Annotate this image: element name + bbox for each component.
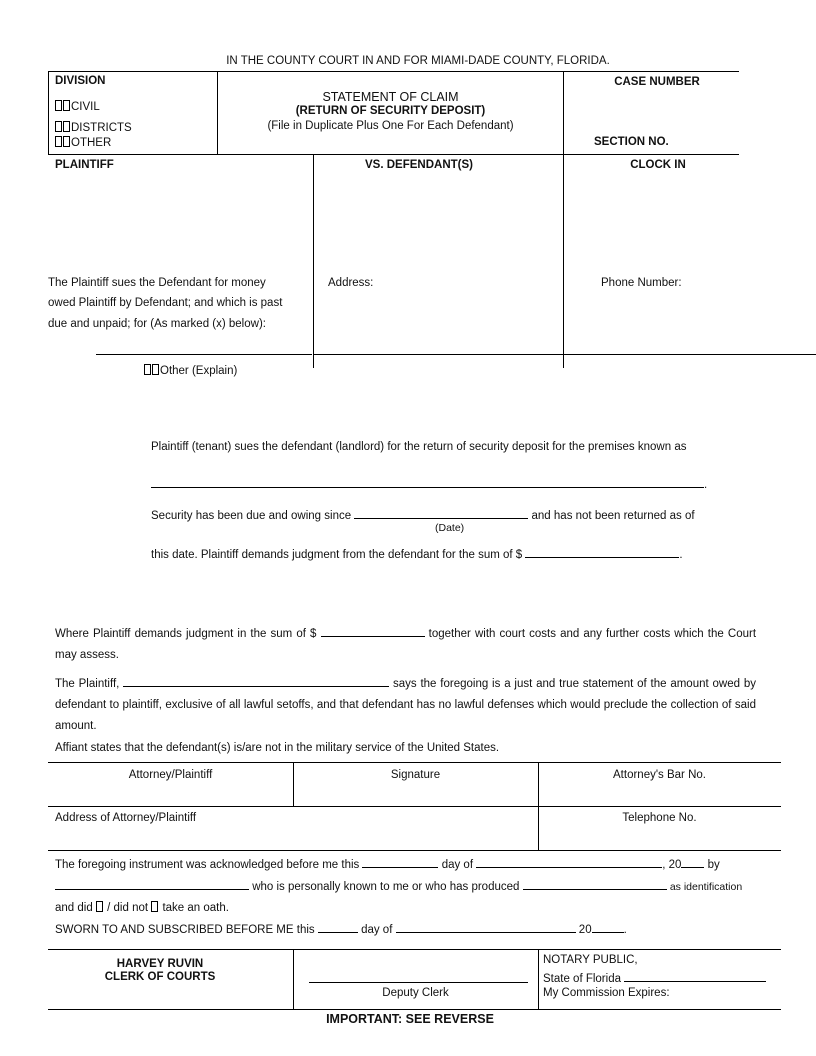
security-line: Security has been due and owing since and has not been returned as of: [151, 510, 695, 522]
date-caption: (Date): [435, 522, 465, 534]
checkbox-other[interactable]: [55, 136, 62, 147]
sworn-month-field[interactable]: [396, 922, 576, 933]
attorney-address-label: Address of Attorney/Plaintiff: [55, 812, 197, 824]
oath-line: and did / did not take an oath.: [55, 902, 229, 914]
bar-number-label: Attorney's Bar No.: [613, 769, 706, 781]
plaintiff-paragraph: The Plaintiff, says the foregoing is a just and true statement of the amount owed by defendant to plaintiff, exclusive of all lawful setoffs, and that defendant has no lawful defenses which would preclude the collection of said amount.: [55, 678, 756, 732]
vs-defendant-label: VS. DEFENDANT(S): [365, 159, 473, 171]
plaintiff-text-2: owed Plaintiff by Defendant; and which is past: [48, 297, 283, 309]
checkbox-did-not-oath[interactable]: [151, 901, 158, 912]
notary-public-label: NOTARY PUBLIC,: [543, 954, 638, 966]
form-subtitle: (RETURN OF SECURITY DEPOSIT): [295, 105, 486, 117]
address-label: Address:: [328, 277, 374, 289]
sworn-year-field[interactable]: [592, 922, 624, 933]
signature-label: Signature: [390, 769, 441, 781]
phone-number-label: Phone Number:: [601, 277, 682, 289]
commission-expires-label: My Commission Expires:: [543, 987, 670, 999]
where-paragraph: Where Plaintiff demands judgment in the sum of $ together with court costs and any further costs which the Court may assess.: [55, 628, 757, 661]
notary-signature-field[interactable]: [624, 971, 766, 982]
sworn-line: SWORN TO AND SUBSCRIBED BEFORE ME this day of 20 .: [55, 924, 627, 936]
demand-amount-field[interactable]: [525, 547, 679, 558]
checkbox-other-explain[interactable]: [144, 364, 151, 375]
division-label: DIVISION: [55, 75, 106, 87]
division-civil-option[interactable]: CIVIL: [55, 100, 100, 113]
ack-year-field[interactable]: [681, 857, 704, 868]
telephone-label: Telephone No.: [622, 812, 697, 824]
sworn-day-field[interactable]: [318, 922, 358, 933]
plaintiff-label: PLAINTIFF: [55, 159, 114, 171]
acknowledgment-line: The foregoing instrument was acknowledged before me this day of , 20 by: [55, 859, 720, 871]
deputy-signature-line[interactable]: [309, 982, 528, 983]
other-explain-option[interactable]: Other (Explain): [144, 364, 237, 377]
section-no-label: SECTION NO.: [594, 136, 669, 148]
court-heading: IN THE COUNTY COURT IN AND FOR MIAMI-DADE COUNTY, FLORIDA.: [226, 55, 610, 67]
clock-in-label: CLOCK IN: [630, 159, 686, 171]
deputy-clerk-label: Deputy Clerk: [382, 987, 449, 999]
clerk-title: CLERK OF COURTS: [104, 971, 216, 983]
security-date-field[interactable]: [354, 508, 528, 519]
plaintiff-text-1: The Plaintiff sues the Defendant for money: [48, 277, 266, 289]
identification-field[interactable]: [523, 879, 667, 890]
premises-line[interactable]: .: [151, 477, 707, 491]
claim-line-1: Plaintiff (tenant) sues the defendant (landlord) for the return of security deposit for the premises known as: [151, 441, 687, 453]
checkbox-civil[interactable]: [55, 100, 62, 111]
known-line: who is personally known to me or who has produced as identification: [55, 879, 742, 893]
division-districts-option[interactable]: DISTRICTS: [55, 121, 132, 134]
plaintiff-text-3: due and unpaid; for (As marked (x) below):: [48, 318, 266, 330]
attorney-plaintiff-label: Attorney/Plaintiff: [128, 769, 213, 781]
ack-day-field[interactable]: [362, 857, 438, 868]
judgment-amount-field[interactable]: [321, 626, 425, 637]
case-number-label: CASE NUMBER: [614, 76, 700, 88]
form-title: STATEMENT OF CLAIM: [322, 90, 459, 104]
important-notice: IMPORTANT: SEE REVERSE: [326, 1012, 494, 1026]
division-other-option[interactable]: OTHER: [55, 136, 111, 149]
state-of-florida-line: State of Florida: [543, 971, 766, 985]
form-instruction: (File in Duplicate Plus One For Each Defendant): [267, 120, 514, 132]
plaintiff-name-field[interactable]: [123, 676, 389, 687]
checkbox-districts[interactable]: [55, 121, 62, 132]
ack-month-field[interactable]: [476, 857, 662, 868]
demand-line: this date. Plaintiff demands judgment from the defendant for the sum of $ .: [151, 549, 683, 561]
clerk-name: HARVEY RUVIN: [116, 958, 204, 970]
known-name-field[interactable]: [55, 879, 249, 890]
affiant-statement: Affiant states that the defendant(s) is/are not in the military service of the United States.: [55, 742, 500, 754]
checkbox-did-oath[interactable]: [96, 901, 103, 912]
